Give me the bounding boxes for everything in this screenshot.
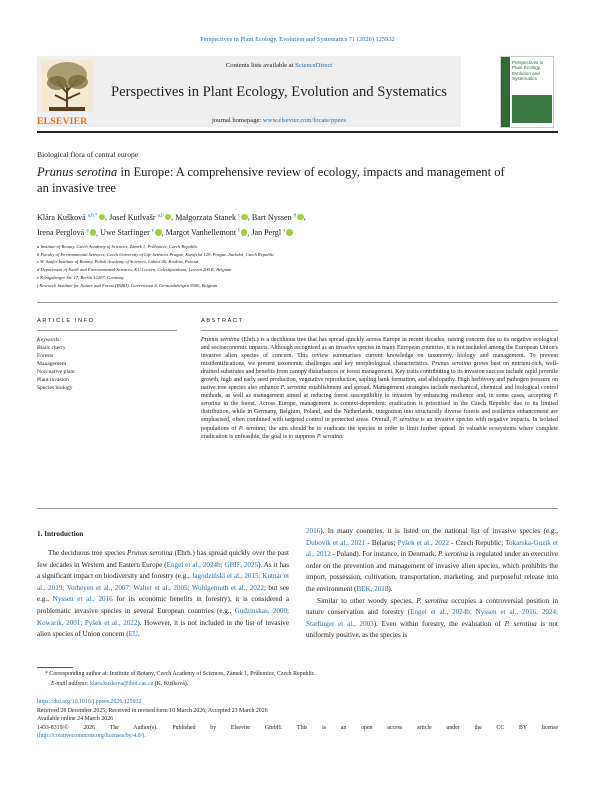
affiliation: b Faculty of Environmental Sciences, Czech University of Life Sciences Prague, Kamýcká 129, Prague–Suchdol, Czech Republic — [37, 251, 275, 257]
intro-column-left: The deciduous tree species Prunus serotina (Ehrh.) has spread quickly over the past few decades in Western and Eastern Europe (Engel et al., 2024b; GBIF, 2025). As it has a significant impact on biodiversity and forestry (e.g., Jagodziński et al., 2015; Kutnar et al., 2019; Verheyen et al., 2007; Walter et al., 2005; Wohlgemuth et al., 2022; but see e.g., Nyssen et al., 2016 for its economic benefits in forestry), it is considered a problematic invasive species in several European countries (e.g., Gudzinskas, 2000; Kowarik, 2001; Pyšek et al., 2022). However, it is not included in the list of invasive alien species of Union concern (EU, — [37, 549, 290, 639]
citation-link[interactable]: 2016 — [306, 527, 321, 535]
keyword: Species biology — [37, 385, 73, 391]
article-info-heading: ARTICLE INFO — [37, 318, 95, 324]
affiliation-list — [37, 243, 557, 289]
homepage-line: journal homepage: www.elsevier.com/locate/ppees — [212, 117, 346, 124]
orcid-icon — [165, 214, 172, 221]
author[interactable]: Jan Pergl $^a$ — [251, 228, 293, 237]
section-heading: 1. Introduction — [37, 530, 84, 538]
orcid-icon — [241, 214, 248, 221]
author[interactable]: Josef Kutlvašr $^{a,b}$ — [109, 213, 171, 222]
divider — [201, 330, 558, 331]
citation-link[interactable]: Dubovik et al., 2021 — [306, 538, 366, 547]
journal-cover-thumbnail[interactable] — [500, 56, 554, 128]
abstract-text: Prunus serotina (Ehrh.) is a deciduous tree that has spread quickly across Europe in recent decades, raising concern due to its negative ecological and socioeconomic impacts. Although recognised as an invasive species in many European countries, it is not included among the European Union's invasive alien species of concern. This review summarises current knowledge on taxonomy, biology and management. To prevent misidentifications, we present taxonomic challenges and key morphological characteristics. Prunus serotina grows best on nutrient-rich, well-drained substrates and benefits from canopy disturbances or forest management. Key traits contributing to its invasion success include rapid juvenile growth, high and early seed production, vegetative reproduction, sapling bank formation, and allelopathy. High herbivory and pathogen pressure on native tree species also enhance P. serotina establishment and spread. Management strategies include mechanical, chemical and biological control methods, as well as management aimed at reducing forest susceptibility to invasion by enhancing resilience and, in some cases, accepting P. serotina in the forest. Across Europe, management is context-dependent: eradication is prioritised in the Czech Republic due to its limited distribution, while in Germany, Belgium, Poland, and the Netherlands, integration into structurally diverse forests and resilience enhancement are emphasised, often combined with targeted control in protected areas. Overall, P. serotina is an invasive species with negative impacts. In isolated populations of P. serotina, the aim should be to eradicate the species in order to limit further spread. In valuable ecosystems where complete eradication is unfeasible, the goal is to suppress P. serotina. — [201, 337, 559, 440]
author-list: Klára Kušková $^{a,b,*}$ , Josef Kutlvašr $^{a,b}$ , Małgorzata Stanek $^c$ , Bart Nyssen $^d$ , Irena Perglová $^a$ , Uwe Starfinger $^e$ , Margot Vanhellemont $^f$ , Jan Pergl $^a$ — [37, 212, 306, 238]
keyword: Plant invasion — [37, 377, 69, 383]
elsevier-wordmark: ELSEVIER — [37, 117, 88, 127]
journal-reference[interactable]: Perspectives in Plant Ecology, Evolution and Systematics 71 (2026) 125932 — [200, 36, 395, 43]
affiliation: a Institute of Botany, Czech Academy of Sciences, Zámek 1, Průhonice, Czech Republic — [37, 244, 198, 249]
citation-link[interactable]: Engel et al., 2024b; GBIF, 2025 — [166, 560, 259, 569]
affiliation: e Königsberger Str. 17, Berlin 12207, Germany — [37, 274, 124, 280]
citation-link[interactable]: Gudzinskas, 2000; Kowarik, 2001; Pyšek et al., 2022 — [37, 606, 289, 627]
section-label: Biological flora of central europe — [37, 150, 139, 159]
abstract-heading: ABSTRACT — [201, 318, 244, 324]
license-link[interactable]: (http://creativecommons.org/licenses/by/4.0/). — [37, 733, 146, 740]
citation-link[interactable]: Jagodziński et al., 2015; Kutnar et al., 2019; Verheyen et al., 2007; Walter et al., 2005; Wohlgemuth et al., 2022 — [37, 572, 290, 592]
keywords-label: Keywords: — [37, 337, 62, 343]
author[interactable]: Margot Vanhellemont $^f$ — [166, 228, 248, 237]
orcid-icon — [286, 229, 293, 236]
online-date: Available online 24 March 2026 — [37, 716, 114, 723]
keyword: Forests — [37, 353, 54, 359]
orcid-icon — [241, 229, 248, 236]
keyword: Black cherry — [37, 345, 66, 351]
orcid-icon — [99, 214, 106, 221]
doi-link[interactable]: https://doi.org/10.1016/j.ppees.2026.125932 — [37, 699, 142, 705]
citation-link[interactable]: EU, — [128, 630, 140, 639]
email-link[interactable]: klara.kuskova@ibot.cas.cz — [90, 680, 154, 687]
keywords-block — [37, 336, 177, 392]
divider — [37, 302, 558, 303]
affiliation: c W. Szafer Institute of Botany, Polish Academy of Sciences, Lubicz 46, Kraków, Poland — [37, 259, 199, 265]
intro-column-right: 2016). In many countries, it is listed on the national list of invasive species (e.g., Dubovik et al., 2021 - Belarus; Pyšek et al., 2022 - Czech Republic; Tokarska-Guzik et al., 2012 - Poland). For instance, in Denmark, P. serotina is regulated under an executive order on the prevention and management of invasive alien species, which prohibits the import, possession, cultivation, transportation, marketing, and purposeful release into the environment (BEK, 2018). Similar to other woody species, P. serotina occupies a controversial position in nature conservation and forestry (Engel et al., 2024b; Nyssen et al., 2016, 2024; Starfinger et al., 2003). Even within forestry, the evaluation of P. serotina is not uniformly positive, as the species is — [306, 527, 559, 640]
citation-link[interactable]: BEK, 2018 — [356, 584, 389, 593]
orcid-icon — [155, 229, 162, 236]
article-title: Prunus serotina in Europe: A comprehensive review of ecology, impacts and management of an invasive tree — [37, 165, 505, 195]
citation-link[interactable]: Tokarska-Guzik et al., 2012 — [306, 538, 558, 559]
author[interactable]: Klára Kušková $^{a,b,*}$ — [37, 213, 105, 222]
affiliation: d Department of Earth and Environmental Sciences, KU Leuven, Celestijnenlaan, Leuven 200 E, Belgium — [37, 267, 232, 273]
citation-link[interactable]: Nyssen et al., 2016 — [52, 595, 113, 604]
corresponding-author-footnote: * Corresponding author at: Institute of Botany, Czech Academy of Sciences, Zámek 1, Průhonice, Czech Republic. E-mail address: klara.kuskova@ibot.cas.cz (K. Kušková). — [45, 671, 316, 687]
orcid-icon — [90, 229, 97, 236]
publication-info — [37, 698, 558, 741]
footnote-rule — [37, 667, 73, 668]
citation-link[interactable]: Engel et al., 2024b; Nyssen et al., 2016, 2024; Starfinger et al., 2003 — [306, 608, 558, 628]
divider — [37, 508, 558, 509]
sciencedirect-link[interactable]: ScienceDirect — [295, 62, 333, 69]
orcid-icon — [297, 214, 304, 221]
author[interactable]: Bart Nyssen $^d$ — [252, 213, 304, 222]
cover-title: Perspectives in Plant Ecology, Evolution and Systematics — [512, 60, 544, 81]
affiliation: f Research Institute for Nature and Forest (INBO), Gaverstraat 4, Geraardsbergen 9500, Belgium — [37, 282, 217, 288]
author[interactable]: Irena Perglová $^a$ — [37, 228, 96, 237]
author[interactable]: Małgorzata Stanek $^c$ — [175, 213, 248, 222]
divider — [37, 330, 177, 331]
journal-title: Perspectives in Plant Ecology, Evolution and Systematics — [111, 84, 447, 100]
keyword: Management — [37, 361, 67, 367]
contents-line: Contents lists available at ScienceDirect — [225, 62, 333, 69]
homepage-link[interactable]: www.elsevier.com/locate/ppees — [262, 117, 346, 124]
author[interactable]: Uwe Starfinger $^e$ — [100, 228, 161, 237]
license-statement: 1433-8319/© 2026 The Author(s). Published by Elsevier GmbH. This is an open access article under the CC BY license — [37, 724, 558, 731]
header-divider — [37, 131, 558, 133]
keyword: Non-native plant — [37, 369, 75, 375]
citation-link[interactable]: Pyšek et al., 2022 — [397, 538, 450, 547]
received-dates: Received 28 December 2025; Received in revised form 10 March 2026; Accepted 23 March 2026 — [37, 707, 268, 714]
